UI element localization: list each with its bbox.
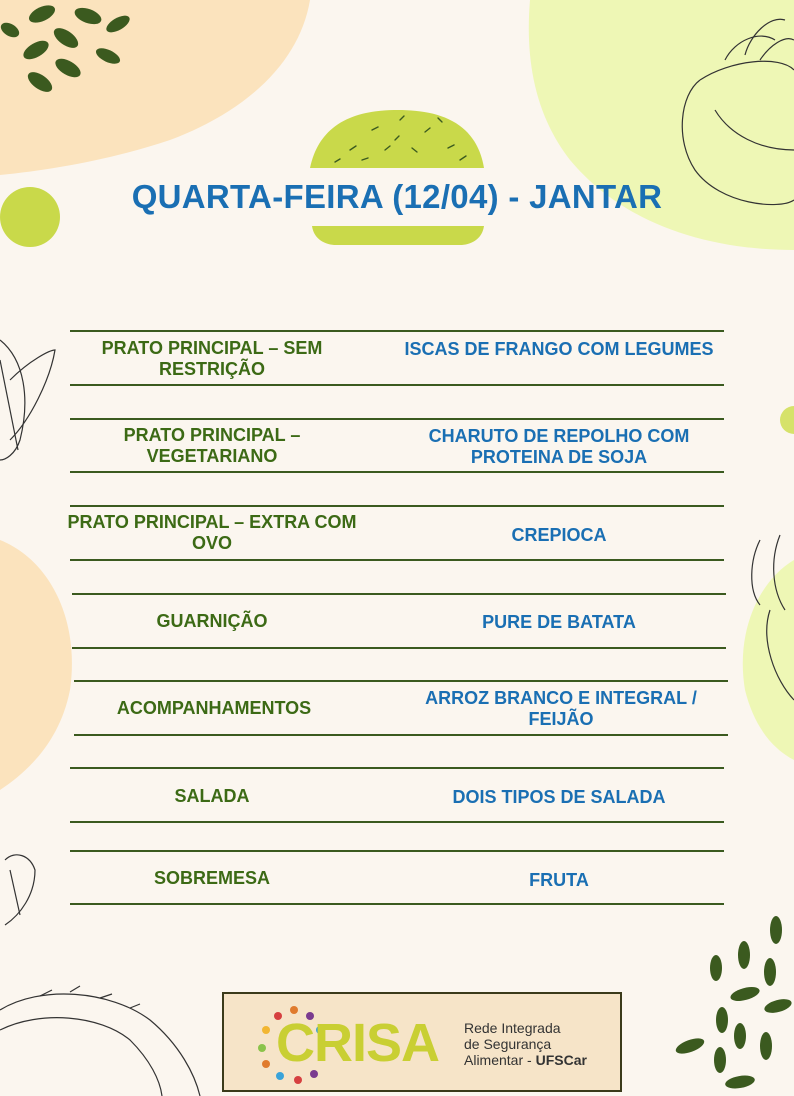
menu-label: GUARNIÇÃO (156, 611, 268, 631)
row-divider (70, 559, 724, 561)
row-divider (70, 903, 724, 905)
taco-icon (0, 986, 200, 1096)
crisa-tagline (464, 1020, 587, 1068)
menu-value: PURE DE BATATA (482, 612, 636, 632)
menu-label: ACOMPANHAMENTOS (116, 698, 312, 718)
page-title: QUARTA-FEIRA (12/04) - JANTAR (131, 178, 663, 215)
tagline-line3-text: Alimentar - (464, 1052, 536, 1068)
bun-top-icon (310, 110, 484, 168)
tagline-ufscar: UFSCar (535, 1052, 587, 1068)
tagline-line1: Rede Integrada (464, 1020, 561, 1036)
crisa-logo-box (222, 992, 622, 1092)
tagline-line2: de Segurança (464, 1036, 552, 1052)
row-divider (72, 647, 726, 649)
tagline-line3 (464, 1052, 587, 1068)
menu-value: ISCAS DE FRANGO COM LEGUMES (404, 339, 714, 359)
leaf-icon-lower-left (5, 855, 35, 925)
menu-value: DOIS TIPOS DE SALADA (452, 787, 666, 807)
row-divider (70, 384, 724, 386)
crisa-wordmark: CRISA (276, 1013, 440, 1073)
row-divider (70, 821, 724, 823)
menu-label: SALADA (174, 786, 250, 806)
lime-dot-right (780, 406, 794, 434)
menu-label: SOBREMESA (153, 868, 270, 888)
menu-value: CHARUTO DE REPOLHO COM PROTEINA DE SOJA (428, 426, 690, 467)
peach-blob-left (0, 540, 72, 790)
row-divider (72, 593, 726, 595)
row-divider (74, 680, 728, 682)
row-divider (70, 471, 724, 473)
row-divider (70, 418, 724, 420)
row-divider (70, 850, 724, 852)
menu-value: ARROZ BRANCO E INTEGRAL / FEIJÃO (425, 688, 697, 729)
menu-label: PRATO PRINCIPAL – EXTRA COM OVO (67, 512, 357, 553)
menu-value: CREPIOCA (511, 525, 607, 545)
menu-value: FRUTA (529, 870, 589, 890)
menu-label: PRATO PRINCIPAL – VEGETARIANO (123, 425, 301, 466)
seeds-bottom-right (674, 916, 793, 1091)
bun-bottom-icon (312, 226, 484, 245)
leaf-icon-left (0, 340, 55, 460)
row-divider (70, 505, 724, 507)
row-divider (70, 330, 724, 332)
row-divider (74, 734, 728, 736)
row-divider (70, 767, 724, 769)
lime-blob-right (743, 560, 794, 760)
menu-label: PRATO PRINCIPAL – SEM RESTRIÇÃO (101, 338, 323, 379)
